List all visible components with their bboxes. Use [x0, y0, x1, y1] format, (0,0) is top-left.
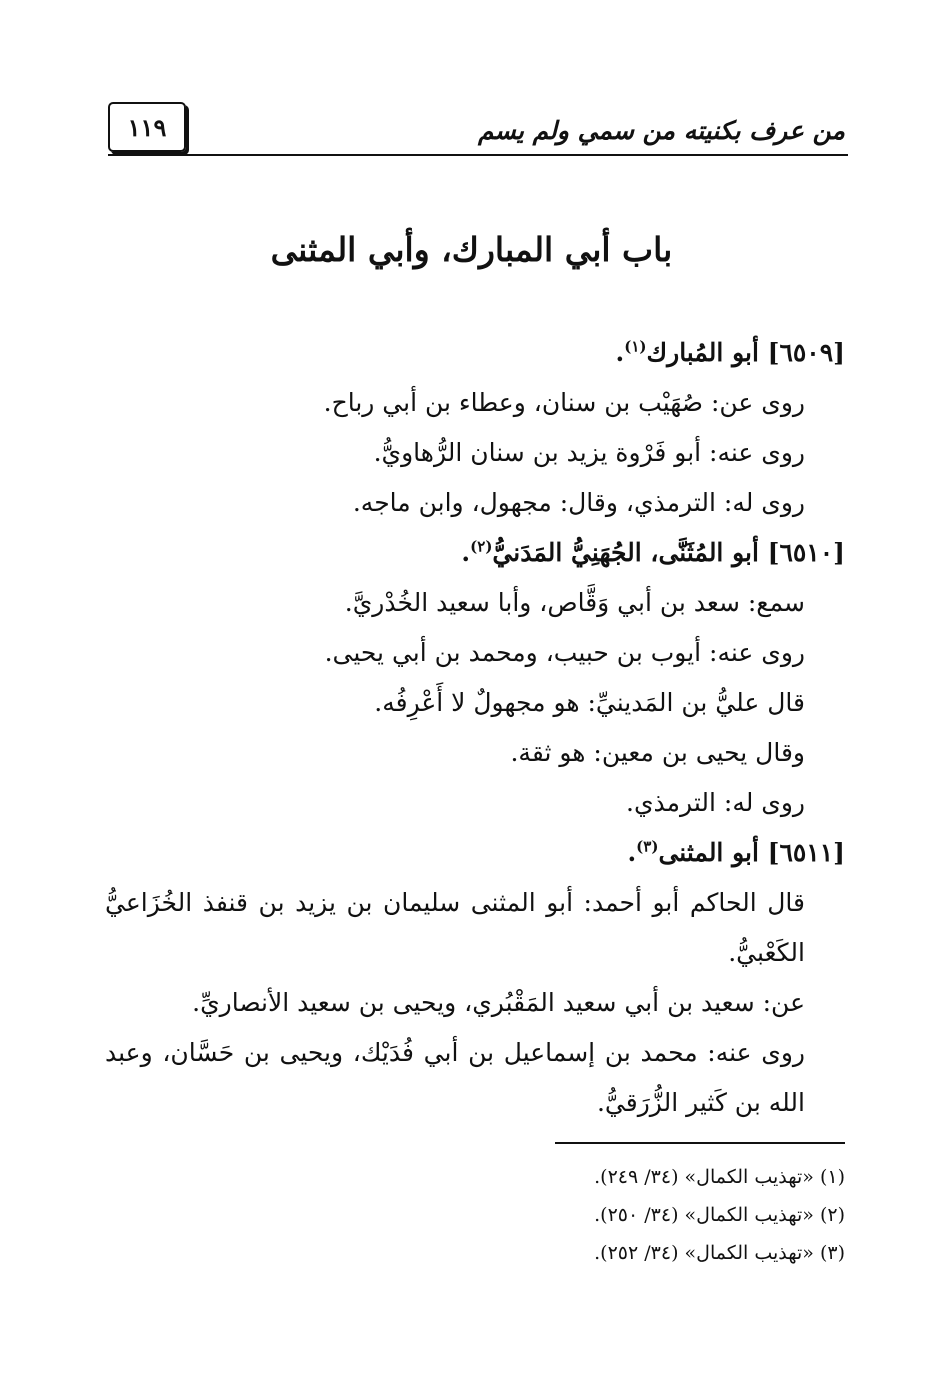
body-text — [105, 328, 845, 1128]
entry-heading-text: [٦٥١١] أبو المثنى — [658, 838, 845, 867]
entry-line: قال عليُّ بن المَدينيِّ: هو مجهولٌ لا أَعْرِفُه. — [374, 688, 805, 717]
footnote-rule — [555, 1142, 845, 1144]
entry-heading-text: [٦٥١٠] أبو المُثَنَّى، الجُهَنِيُّ المَدَنيُّ — [492, 538, 845, 567]
entry-paragraph: عن: سعيد بن أبي سعيد المَقْبُري، ويحيى بن سعيد الأنصاريِّ. — [192, 988, 805, 1017]
entry-line: سمع: سعد بن أبي وَقَّاص، وأبا سعيد الخُدْريَّ. — [344, 588, 805, 617]
entry-line: روى عن: صُهَيْب بن سنان، وعطاء بن أبي رباح. — [323, 388, 805, 417]
entry-line: روى له: الترمذي. — [626, 788, 805, 817]
entry-paragraph: قال الحاكم أبو أحمد: أبو المثنى سليمان بن يزيد بن قنفذ الخُزَاعيُّ الكَعْبيُّ. — [105, 888, 805, 967]
footnote-1: (١) «تهذيب الكمال» (٣٤/ ٢٤٩). — [594, 1166, 845, 1188]
entry-line: روى عنه: أيوب بن حبيب، ومحمد بن أبي يحيى. — [324, 638, 805, 667]
header-rule — [108, 154, 848, 156]
entry-heading-text: [٦٥٠٩] أبو المُبارك — [646, 338, 845, 367]
page-number-text: ١١٩ — [127, 112, 167, 142]
entry-line: روى له: الترمذي، وقال: مجهول، وابن ماجه. — [352, 488, 805, 517]
entry-line: وقال يحيى بن معين: هو ثقة. — [510, 738, 805, 767]
entry-heading-6509: [٦٥٠٩] أبو المُبارك$^{(١)}$. — [615, 337, 845, 367]
footnote-3: (٣) «تهذيب الكمال» (٣٤/ ٢٥٢). — [594, 1242, 845, 1264]
entry-heading-6511: [٦٥١١] أبو المثنى$^{(٣)}$. — [627, 837, 845, 867]
chapter-title: باب أبي المبارك، وأبي المثنى — [270, 230, 673, 269]
footnote-ref[interactable]: (٢) — [470, 537, 493, 556]
footnote-ref[interactable]: (١) — [624, 337, 647, 356]
footnote-2: (٢) «تهذيب الكمال» (٣٤/ ٢٥٠). — [594, 1204, 845, 1226]
entry-heading-6510: [٦٥١٠] أبو المُثَنَّى، الجُهَنِيُّ المَدَنيُّ$^{(٢)}$. — [461, 537, 845, 567]
entry-line: روى عنه: أبو فَرْوة يزيد بن سنان الرُّهاويُّ. — [373, 438, 805, 467]
footnotes — [105, 1158, 845, 1272]
entry-paragraph: روى عنه: محمد بن إسماعيل بن أبي فُدَيْك، ويحيى بن حَسَّان، وعبد الله بن كَثير الزُّرَقيُّ. — [105, 1038, 805, 1117]
page-number — [108, 102, 186, 152]
running-title: من عرف بكنيته من سمي ولم يسم — [478, 116, 845, 145]
footnote-ref[interactable]: (٣) — [636, 837, 659, 856]
